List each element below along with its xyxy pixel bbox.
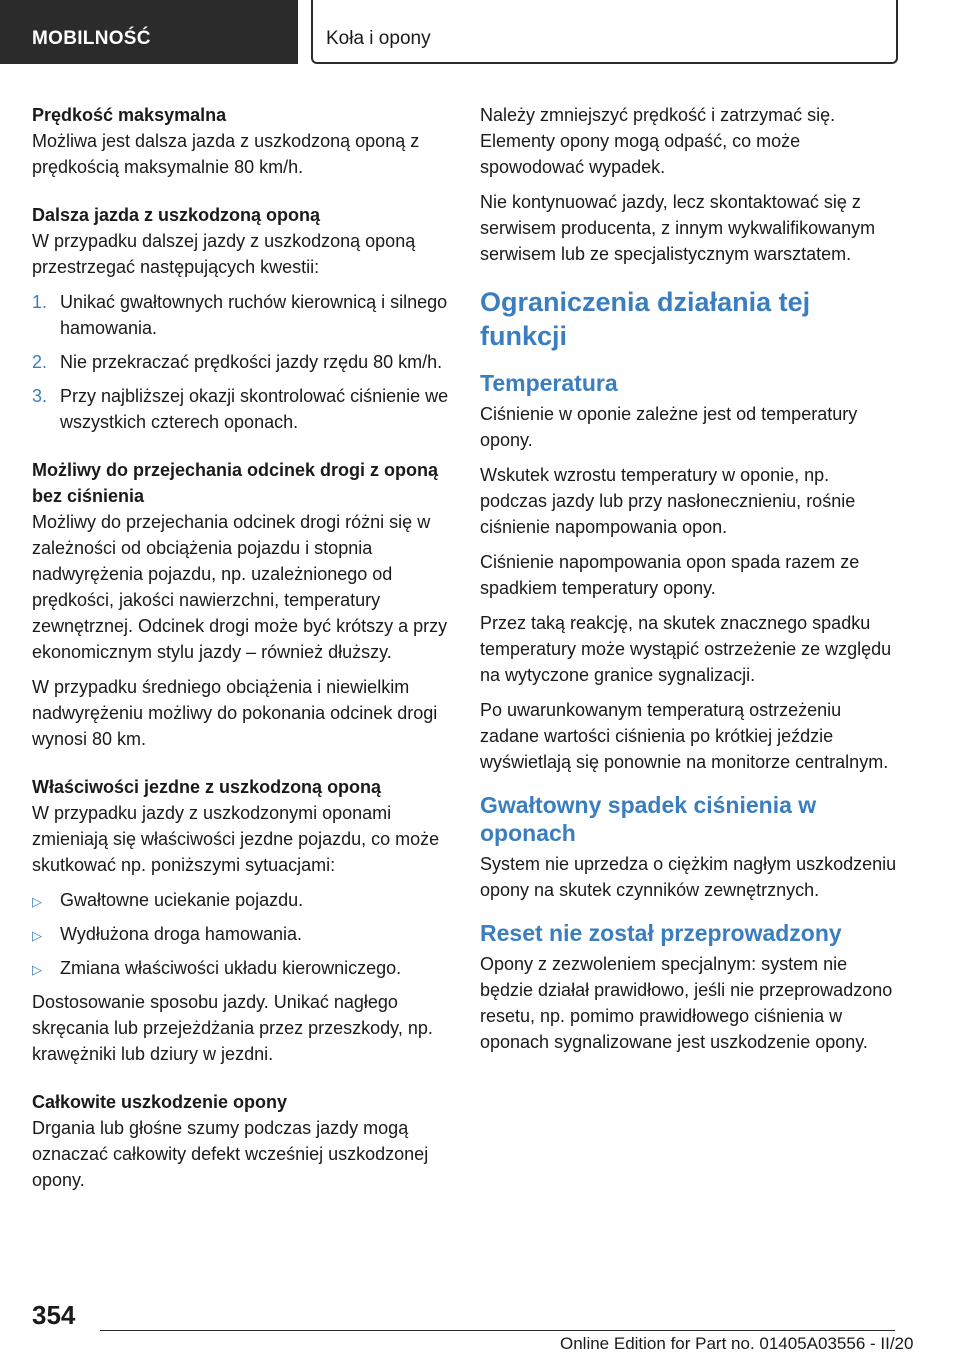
paragraph: Po uwarunkowanym temperaturą ostrzeżeniu zadane wartości ciśnienia po krótkiej jeździe wyświetlają się ponownie na monitorze centralnym. — [480, 700, 889, 772]
list-item — [32, 289, 452, 341]
list-item-text: Nie przekraczać prędkości jazdy rzędu 80 km/h. — [60, 352, 443, 372]
list-item-text: Wydłużona droga hamowania. — [60, 924, 302, 944]
list-item — [32, 887, 452, 913]
header-chapter-title: Koła i opony — [326, 28, 431, 49]
paragraph: System nie uprzedza o ciężkim nagłym uszkodzeniu opony na skutek czynników zewnętrznych. — [480, 854, 897, 900]
list-item — [32, 955, 452, 981]
numbered-list — [32, 289, 452, 435]
paragraph: Należy zmniejszyć prędkość i zatrzymać się. Elementy opony mogą odpaść, co może spowodować wypadek. — [480, 105, 836, 177]
paragraph: W przypadku jazdy z uszkodzonymi oponami zmieniają się właściwości jezdne pojazdu, co może skutkować np. poniższymi sytuacjami: — [32, 803, 440, 875]
paragraph: W przypadku dalszej jazdy z uszkodzoną oponą przestrzegać następujących kwestii: — [32, 231, 416, 277]
list-item — [32, 921, 452, 947]
heading-total-damage: Całkowite uszkodzenie opony — [32, 1092, 288, 1112]
page-number: 354 — [32, 1300, 76, 1330]
list-item — [32, 383, 452, 435]
list-number: 3. — [32, 386, 48, 406]
heading-continue-driving: Dalsza jazda z uszkodzoną oponą — [32, 205, 321, 225]
heading-handling: Właściwości jezdne z uszkodzoną oponą — [32, 777, 382, 797]
paragraph: Ciśnienie w oponie zależne jest od temperatury opony. — [480, 404, 858, 450]
paragraph: W przypadku średniego obciążenia i niewielkim nadwyrężeniu możliwy do pokonania odcinek drogi wynosi 80 km. — [32, 677, 438, 749]
paragraph: Przez taką reakcję, na skutek znacznego spadku temperatury może wystąpić ostrzeżenie ze względu na wytyczone granice sygnalizacji. — [480, 613, 892, 685]
right-column — [480, 102, 898, 1064]
heading-pressure-drop: Gwałtowny spadek ciśnienia w oponach — [480, 792, 817, 846]
list-item-text: Zmiana właściwości układu kierowniczego. — [60, 958, 402, 978]
paragraph: Ciśnienie napompowania opon spada razem ze spadkiem temperatury opony. — [480, 552, 860, 598]
paragraph: Nie kontynuować jazdy, lecz skontaktować się z serwisem producenta, z innym wykwalifikowanym serwisem lub ze specjalistycznym warsztatem. — [480, 192, 876, 264]
list-item-text: Przy najbliższej okazji skontrolować ciśnienie we wszystkich czterech oponach. — [60, 386, 449, 432]
heading-max-speed: Prędkość maksymalna — [32, 105, 227, 125]
heading-drivable-distance: Możliwy do przejechania odcinek drogi z oponą bez ciśnienia — [32, 460, 439, 506]
paragraph: Dostosowanie sposobu jazdy. Unikać nagłego skręcania lub przejeżdżania przez przeszkody, np. krawężniki lub dziury w jezdni. — [32, 992, 433, 1064]
list-number: 2. — [32, 352, 48, 372]
triangle-bullet-icon: ▷ — [32, 894, 42, 909]
triangle-bullet-icon: ▷ — [32, 962, 42, 977]
list-item-text: Unikać gwałtownych ruchów kierownicą i silnego hamowania. — [60, 292, 448, 338]
list-item — [32, 349, 452, 375]
footer-edition: Online Edition for Part no. 01405A03556 - II/20 — [560, 1334, 914, 1353]
left-column — [32, 102, 452, 1202]
list-number: 1. — [32, 292, 48, 312]
heading-function-limits: Ograniczenia działania tej funkcji — [480, 287, 811, 351]
header-chapter-box — [311, 0, 898, 64]
paragraph: Opony z zezwoleniem specjalnym: system nie będzie działał prawidłowo, jeśli nie przeprowadzono resetu, np. pomimo prawidłowego ciśnienia w oponach sygnalizowane jest uszkodzenie opony. — [480, 954, 893, 1052]
header-section-tab — [0, 0, 298, 64]
footer-divider — [100, 1330, 895, 1331]
heading-reset-not-done: Reset nie został przeprowadzony — [480, 920, 842, 946]
paragraph: Drgania lub głośne szumy podczas jazdy mogą oznaczać całkowity defekt wcześniej uszkodzonej opony. — [32, 1118, 429, 1190]
list-item-text: Gwałtowne uciekanie pojazdu. — [60, 890, 304, 910]
heading-temperature: Temperatura — [480, 370, 618, 396]
paragraph: Możliwa jest dalsza jazda z uszkodzoną oponą z prędkością maksymalnie 80 km/h. — [32, 131, 420, 177]
triangle-bullet-icon: ▷ — [32, 928, 42, 943]
paragraph: Możliwy do przejechania odcinek drogi różni się w zależności od obciążenia pojazdu i stopnia nadwyrężenia pojazdu, np. uzależnionego od prędkości, jakości nawierzchni, temperatury zewnętrznej. Odcinek drogi może być krótszy a przy ekonomicznym stylu jazdy – również dłuższy. — [32, 512, 448, 662]
paragraph: Wskutek wzrostu temperatury w oponie, np. podczas jazdy lub przy nasłonecznieniu, rośnie ciśnienie napompowania opon. — [480, 465, 856, 537]
bullet-list — [32, 887, 452, 981]
header-section-title: MOBILNOŚĆ — [32, 28, 151, 49]
